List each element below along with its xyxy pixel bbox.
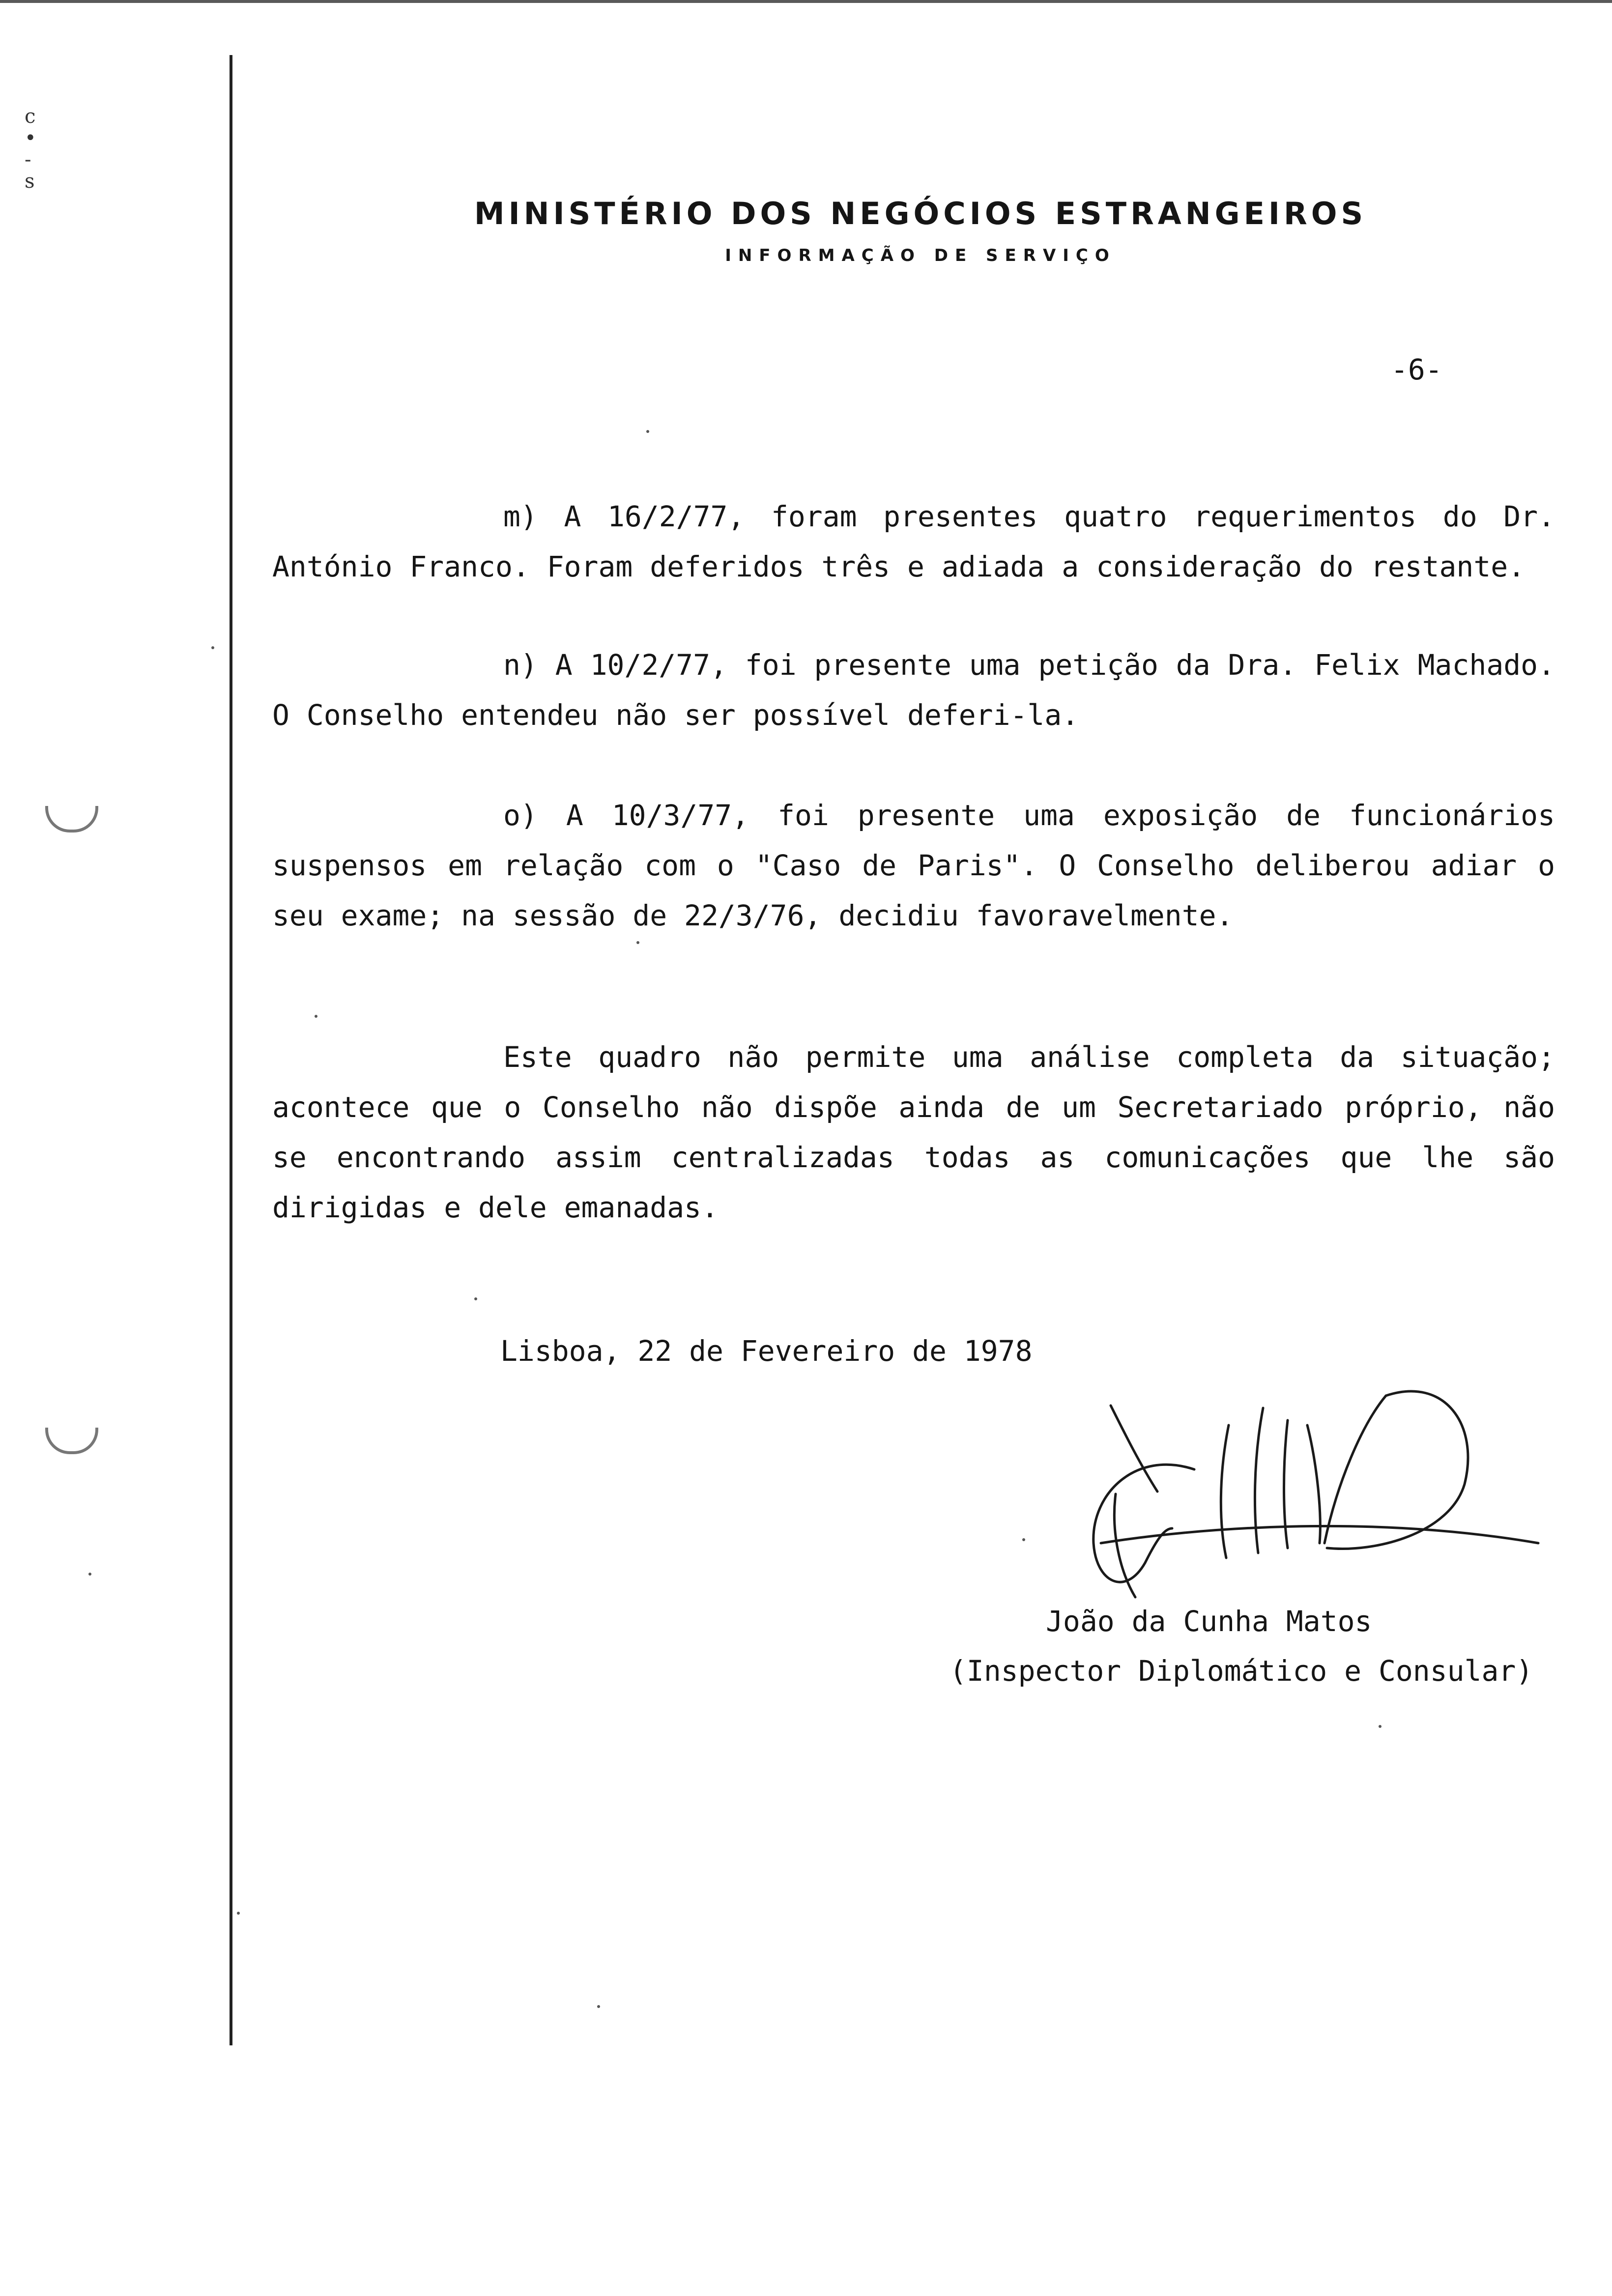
left-margin-rule bbox=[230, 55, 232, 2045]
paper-speck bbox=[646, 430, 649, 433]
punch-hole-mark bbox=[45, 1428, 98, 1454]
paper-speck bbox=[237, 1912, 240, 1915]
margin-mark: c bbox=[25, 105, 36, 128]
paper-speck bbox=[597, 2005, 600, 2008]
page-number: -6- bbox=[1391, 353, 1442, 386]
handwritten-signature bbox=[1071, 1366, 1553, 1622]
paper-speck bbox=[1022, 1538, 1025, 1541]
paragraph-o: o) A 10/3/77, foi presente uma exposição de funcionários suspensos em relação com o "Caso de Paris". O Conselho deliberou adiar o seu exame; na sessão de 22/3/76, decidiu favoravelmente. bbox=[272, 799, 1555, 932]
ministry-heading: MINISTÉRIO DOS NEGÓCIOS ESTRANGEIROS bbox=[474, 196, 1367, 231]
paper-speck bbox=[1379, 1725, 1382, 1728]
paragraph-m: m) A 16/2/77, foram presentes quatro requerimentos do Dr. António Franco. Foram deferidos três e adiada a consideração do restante. bbox=[272, 500, 1555, 583]
margin-mark: • bbox=[25, 127, 36, 149]
paper-speck bbox=[315, 1015, 317, 1018]
closing-paragraph: Este quadro não permite uma análise completa da situação; acontece que o Conselho não dispõe ainda de um Secretariado próprio, não se encontrando assim centralizadas todas as comunicações que lhe são dirigidas e dele emanadas. bbox=[272, 1040, 1555, 1224]
paragraph-n: n) A 10/2/77, foi presente uma petição da Dra. Felix Machado. O Conselho entendeu não ser possível deferi-la. bbox=[272, 648, 1555, 732]
place-and-date: Lisboa, 22 de Fevereiro de 1978 bbox=[500, 1334, 1033, 1368]
paper-speck bbox=[636, 941, 639, 944]
paper-speck bbox=[474, 1297, 477, 1300]
paper-speck bbox=[88, 1573, 91, 1576]
signatory-name: João da Cunha Matos bbox=[1046, 1605, 1372, 1638]
top-edge-rule bbox=[0, 0, 1612, 3]
margin-mark: s bbox=[25, 170, 35, 193]
margin-mark: - bbox=[25, 148, 31, 171]
document-type-subtitle: INFORMAÇÃO DE SERVIÇO bbox=[725, 246, 1116, 265]
punch-hole-mark bbox=[45, 806, 98, 832]
margin-marks bbox=[25, 106, 54, 219]
paper-speck bbox=[211, 646, 214, 649]
signatory-title: (Inspector Diplomático e Consular) bbox=[950, 1654, 1533, 1688]
